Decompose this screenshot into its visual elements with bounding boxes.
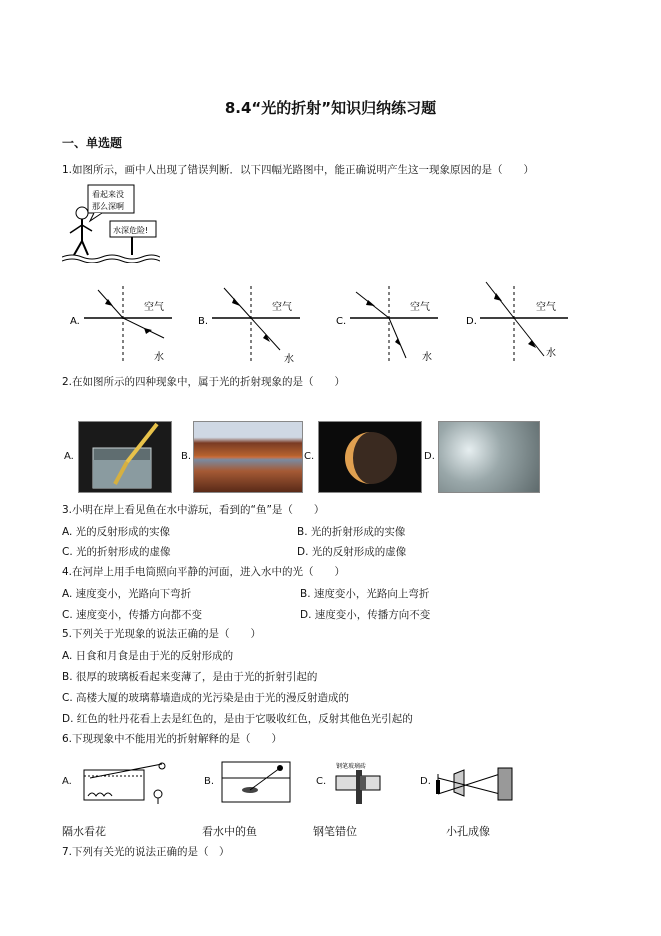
- page-title: 8.4“光的折射”知识归纳练习题: [224, 99, 437, 117]
- air-label: 空气: [410, 302, 430, 313]
- q3-stem: 3.小明在岸上看见鱼在水中游玩，看到的“鱼”是（ ）: [62, 504, 325, 516]
- q1-cartoon: [62, 183, 160, 263]
- q6-option-c-label: C.: [316, 776, 327, 787]
- warning-sign: 水深危险!: [113, 226, 149, 235]
- q6-figure-pinhole: [434, 760, 516, 806]
- q6-caption-a: 隔水看花: [62, 825, 106, 838]
- q1-diagram-c: [334, 278, 444, 368]
- q2-photo-eclipse: [318, 421, 422, 493]
- q5-stem: 5.下列关于光现象的说法正确的是（ ）: [62, 628, 262, 640]
- q1-diagram-d: [464, 278, 574, 368]
- q6-caption-d: 小孔成像: [446, 825, 490, 838]
- q6-figure-pen-misalignment: [330, 760, 390, 806]
- section-heading: 一、单选题: [62, 136, 123, 150]
- q4-option-c: C. 速度变小，传播方向都不变: [62, 609, 203, 621]
- bubble-line-1: 看起来没: [92, 190, 124, 199]
- air-label: 空气: [536, 302, 556, 313]
- q1-stem: 1.如图所示，画中人出现了错误判断．以下四幅光路图中，能正确说明产生这一现象原因的是（ ）: [62, 164, 535, 176]
- water-label: 水: [546, 348, 556, 359]
- q4-option-a: A. 速度变小，光路向下弯折: [62, 588, 192, 600]
- q1-option-b-label: B.: [198, 316, 209, 327]
- q3-option-d: D. 光的反射形成的虚像: [297, 546, 407, 558]
- q5-option-a: A. 日食和月食是由于光的反射形成的: [62, 650, 234, 662]
- q2-photo-sparkling-water: [438, 421, 540, 493]
- q1-diagram-b: [196, 278, 306, 368]
- water-label: 水: [154, 352, 164, 363]
- air-label: 空气: [144, 302, 164, 313]
- q5-option-c: C. 高楼大厦的玻璃幕墙造成的光污染是由于光的漫反射造成的: [62, 692, 350, 704]
- q2-option-a-label: A.: [64, 451, 74, 462]
- q6-figure-fish-in-water: [220, 760, 292, 804]
- q4-option-b: B. 速度变小，光路向上弯折: [300, 588, 430, 600]
- water-label: 水: [422, 352, 432, 363]
- q3-option-b: B. 光的折射形成的实像: [297, 526, 406, 538]
- q5-option-d: D. 红色的牡丹花看上去是红色的，是由于它吸收红色，反射其他色光引起的: [62, 713, 413, 725]
- q6-figure-flower-through-water: [80, 760, 172, 806]
- q2-option-b-label: B.: [181, 451, 192, 462]
- q6-option-b-label: B.: [204, 776, 215, 787]
- pen-glass-label: 钢笔玻璃砖: [336, 763, 367, 770]
- q2-photo-reflection: [193, 421, 303, 493]
- q2-option-c-label: C.: [304, 451, 315, 462]
- q6-stem: 6.下现现象中不能用光的折射解释的是（ ）: [62, 733, 283, 745]
- q7-stem: 7.下列有关光的说法正确的是（ ）: [62, 846, 230, 858]
- water-label: 水: [284, 354, 294, 365]
- q5-option-b: B. 很厚的玻璃板看起来变薄了，是由于光的折射引起的: [62, 671, 318, 683]
- q6-caption-b: 看水中的鱼: [202, 825, 257, 838]
- q4-option-d: D. 速度变小，传播方向不变: [300, 609, 431, 621]
- q4-stem: 4.在河岸上用手电筒照向平静的河面，进入水中的光（ ）: [62, 566, 346, 578]
- q6-option-a-label: A.: [62, 776, 72, 787]
- q3-option-c: C. 光的折射形成的虚像: [62, 546, 171, 558]
- q3-option-a: A. 光的反射形成的实像: [62, 526, 171, 538]
- bubble-line-2: 那么深啊: [92, 202, 124, 211]
- q2-option-d-label: D.: [424, 451, 435, 462]
- q6-caption-c: 钢笔错位: [313, 825, 357, 838]
- q1-diagram-a: [68, 278, 178, 368]
- q1-option-a-label: A.: [70, 316, 80, 327]
- q1-option-d-label: D.: [466, 316, 477, 327]
- air-label: 空气: [272, 302, 292, 313]
- q2-photo-pencil-in-water: [78, 421, 172, 493]
- q1-option-c-label: C.: [336, 316, 347, 327]
- q6-option-d-label: D.: [420, 776, 431, 787]
- q2-stem: 2.在如图所示的四种现象中，属于光的折射现象的是（ ）: [62, 376, 346, 388]
